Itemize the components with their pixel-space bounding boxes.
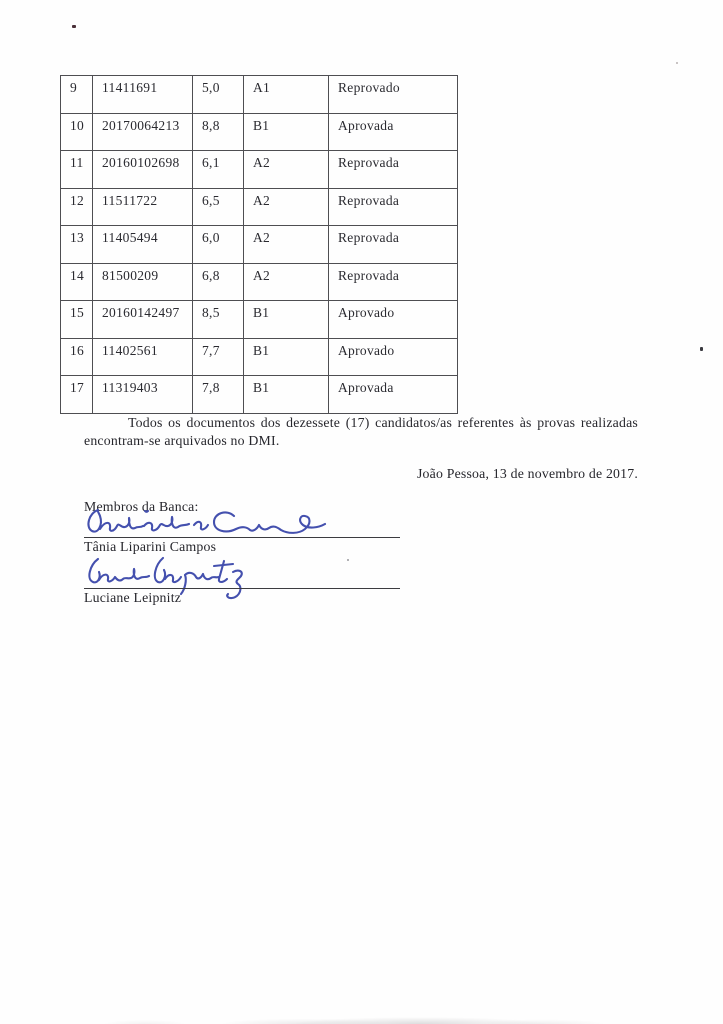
- signature-block-tania: [84, 503, 404, 554]
- table-row: [61, 301, 458, 339]
- table-cell: A1: [244, 76, 329, 114]
- signature-line: [84, 537, 400, 538]
- table-cell: 11: [61, 151, 93, 189]
- scan-speck: [72, 25, 76, 28]
- closing-paragraph: Todos os documentos dos dezessete (17) candidatos/as referentes às provas realizadas encontram-se arquivados no DMI.: [84, 414, 638, 449]
- results-table-body: [61, 76, 458, 414]
- table-cell: Reprovada: [329, 151, 458, 189]
- table-cell: B1: [244, 376, 329, 414]
- table-cell: 6,8: [193, 263, 244, 301]
- table-cell: 6,5: [193, 188, 244, 226]
- table-cell: 13: [61, 226, 93, 264]
- table-row: [61, 376, 458, 414]
- table-row: [61, 151, 458, 189]
- table-cell: 17: [61, 376, 93, 414]
- place-date-line: João Pessoa, 13 de novembro de 2017.: [416, 465, 638, 481]
- table-cell: 11405494: [93, 226, 193, 264]
- table-cell: Aprovado: [329, 301, 458, 339]
- table-cell: 10: [61, 113, 93, 151]
- candidates-results-table: [60, 75, 458, 414]
- table-cell: 11511722: [93, 188, 193, 226]
- signature-name-tania: Tânia Liparini Campos: [84, 539, 217, 554]
- table-cell: A2: [244, 151, 329, 189]
- table-row: [61, 76, 458, 114]
- table-cell: 8,8: [193, 113, 244, 151]
- table-cell: 81500209: [93, 263, 193, 301]
- table-row: [61, 113, 458, 151]
- table-cell: 11411691: [93, 76, 193, 114]
- table-cell: 6,1: [193, 151, 244, 189]
- signature-name-luciane: Luciane Leipnitz: [84, 590, 182, 605]
- scan-speck: [700, 347, 703, 351]
- table-cell: Reprovada: [329, 263, 458, 301]
- table-cell: Reprovada: [329, 188, 458, 226]
- table-cell: Reprovado: [329, 76, 458, 114]
- table-cell: A2: [244, 226, 329, 264]
- table-cell: 5,0: [193, 76, 244, 114]
- table-cell: 16: [61, 338, 93, 376]
- table-cell: 20160102698: [93, 151, 193, 189]
- table-cell: B1: [244, 301, 329, 339]
- signature-line: [84, 588, 400, 589]
- table-cell: 12: [61, 188, 93, 226]
- table-cell: 11319403: [93, 376, 193, 414]
- scan-speck: [676, 62, 678, 64]
- table-cell: 9: [61, 76, 93, 114]
- signature-block-luciane: [84, 553, 404, 605]
- table-cell: 8,5: [193, 301, 244, 339]
- table-cell: A2: [244, 188, 329, 226]
- table-cell: 15: [61, 301, 93, 339]
- table-cell: Aprovada: [329, 376, 458, 414]
- table-row: [61, 188, 458, 226]
- table-row: [61, 263, 458, 301]
- table-cell: 11402561: [93, 338, 193, 376]
- table-cell: Aprovada: [329, 113, 458, 151]
- table-cell: Reprovada: [329, 226, 458, 264]
- committee-members-label: Membros da Banca:: [84, 498, 199, 514]
- table-cell: 7,7: [193, 338, 244, 376]
- table-cell: Aprovado: [329, 338, 458, 376]
- table-cell: 20170064213: [93, 113, 193, 151]
- table-cell: 20160142497: [93, 301, 193, 339]
- table-cell: B1: [244, 338, 329, 376]
- table-cell: B1: [244, 113, 329, 151]
- table-row: [61, 338, 458, 376]
- scan-smudge: [0, 1008, 723, 1024]
- table-cell: 7,8: [193, 376, 244, 414]
- table-row: [61, 226, 458, 264]
- table-cell: 14: [61, 263, 93, 301]
- table-cell: A2: [244, 263, 329, 301]
- table-cell: 6,0: [193, 226, 244, 264]
